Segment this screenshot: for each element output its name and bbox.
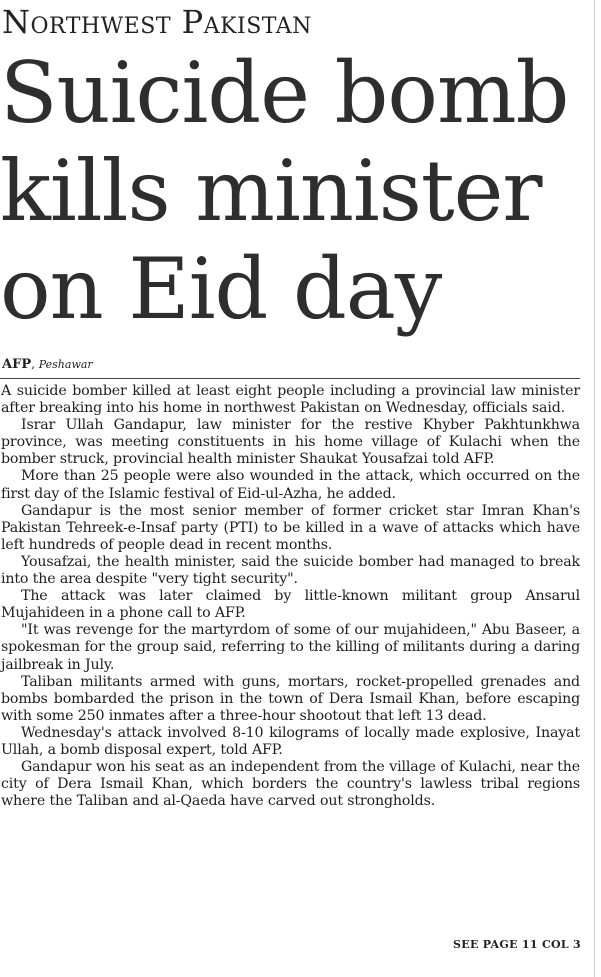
article-paragraph: "It was revenge for the martyrdom of some of our mujahideen," Abu Baseer, a spokesman for the group said, referring to the killing of militants during a daring jailbreak in July. xyxy=(1,622,580,673)
article-paragraph: Israr Ullah Gandapur, law minister for the restive Khyber Pakhtunkhwa province, was meeting constituents in his home village of Kulachi when the bomber struck, provincial health minister Shaukat Yousafzai told AFP. xyxy=(1,417,580,468)
article-paragraph: Gandapur won his seat as an independent from the village of Kulachi, near the city of Dera Ismail Khan, which borders the country's lawless tribal regions where the Taliban and al-Qaeda have carved out strongholds. xyxy=(1,759,580,810)
headline-line: Suicide bomb xyxy=(0,44,569,142)
byline-agency: AFP xyxy=(2,357,32,372)
byline xyxy=(2,356,93,373)
headline xyxy=(0,44,601,338)
article-body xyxy=(1,383,580,810)
article-paragraph: More than 25 people were also wounded in the attack, which occurred on the first day of the Islamic festival of Eid-ul-Azha, he added. xyxy=(1,468,580,502)
article-paragraph: Taliban militants armed with guns, mortars, rocket-propelled grenades and bombs bombarded the prison in the town of Dera Ismail Khan, before escaping with some 250 inmates after a three-hour shootout that left 13 dead. xyxy=(1,673,580,724)
headline-line: kills minister xyxy=(0,142,542,240)
byline-separator: , xyxy=(31,357,35,371)
column-divider xyxy=(594,0,595,977)
continuation-jump: SEE PAGE 11 COL 3 xyxy=(453,938,581,951)
article-paragraph: Gandapur is the most senior member of former cricket star Imran Khan's Pakistan Tehreek-e-Insaf party (PTI) to be killed in a wave of attacks which have left hundreds of people dead in recent months. xyxy=(1,502,580,553)
byline-location: Peshawar xyxy=(38,358,93,371)
article-paragraph: A suicide bomber killed at least eight people including a provincial law minister after breaking into his home in northwest Pakistan on Wednesday, officials said. xyxy=(1,383,580,417)
section-kicker: Northwest Pakistan xyxy=(2,3,312,41)
article-paragraph: Wednesday's attack involved 8-10 kilograms of locally made explosive, Inayat Ullah, a bomb disposal expert, told AFP. xyxy=(1,724,580,758)
headline-line: on Eid day xyxy=(0,240,442,338)
byline-divider xyxy=(0,378,580,379)
article-paragraph: The attack was later claimed by little-known militant group Ansarul Mujahideen in a phone call to AFP. xyxy=(1,588,580,622)
article-paragraph: Yousafzai, the health minister, said the suicide bomber had managed to break into the area despite "very tight security". xyxy=(1,553,580,588)
